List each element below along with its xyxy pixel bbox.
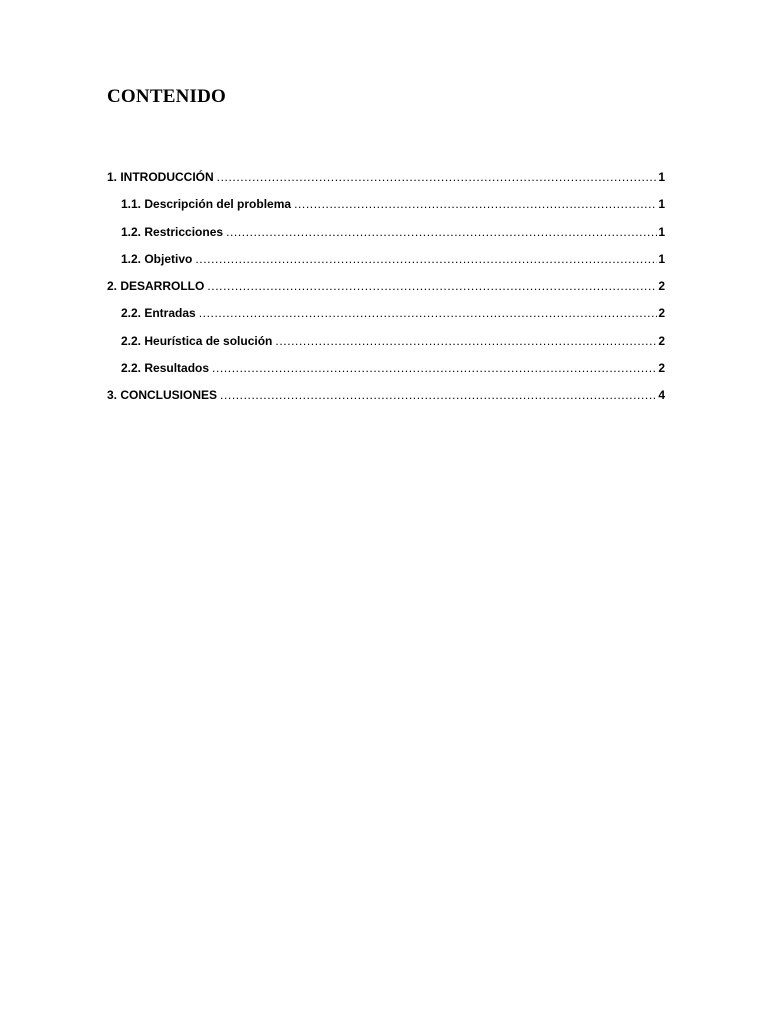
toc-entry-entradas[interactable] (107, 306, 665, 333)
table-of-contents (107, 170, 665, 416)
toc-entry-label: 1.2. Restricciones (121, 224, 224, 239)
toc-page-number: 4 (658, 388, 665, 403)
toc-dot-leader (226, 225, 657, 239)
toc-page-number: 2 (658, 306, 665, 321)
toc-dot-leader (217, 170, 658, 184)
toc-page-number: 2 (658, 361, 665, 376)
toc-dot-leader (207, 279, 657, 293)
toc-page-number: 2 (658, 279, 665, 294)
toc-dot-leader (199, 306, 658, 320)
toc-entry-label: 2.2. Heurística de solución (121, 333, 273, 348)
toc-entry-label: 2.2. Entradas (121, 306, 196, 321)
toc-page-number: 1 (658, 251, 665, 266)
toc-title: CONTENIDO (107, 86, 226, 107)
toc-entry-label: 2. DESARROLLO (107, 279, 205, 294)
toc-dot-leader (212, 361, 657, 375)
toc-entry-restricciones[interactable] (107, 225, 665, 252)
toc-entry-label: 2.2. Resultados (121, 361, 210, 376)
toc-dot-leader (220, 388, 657, 402)
toc-entry-label: 1. INTRODUCCIÓN (107, 170, 214, 184)
toc-entry-conclusiones[interactable] (107, 388, 665, 415)
toc-entry-label: 1.1. Descripción del problema (121, 197, 292, 212)
toc-entry-objetivo[interactable] (107, 252, 665, 279)
toc-dot-leader (294, 197, 657, 211)
toc-entry-label: 1.2. Objetivo (121, 251, 193, 266)
toc-entry-heuristica-de-solucion[interactable] (107, 334, 665, 361)
toc-entry-descripcion-del-problema[interactable] (107, 197, 665, 224)
toc-entry-desarrollo[interactable] (107, 279, 665, 306)
toc-dot-leader (275, 334, 657, 348)
toc-page-number: 1 (658, 170, 665, 184)
toc-entry-label: 3. CONCLUSIONES (107, 388, 218, 403)
toc-page-number: 1 (658, 224, 665, 239)
toc-page-number: 1 (658, 197, 665, 212)
toc-entry-resultados[interactable] (107, 361, 665, 388)
toc-entry-introduccion[interactable] (107, 170, 665, 197)
toc-dot-leader (195, 252, 657, 266)
toc-page-number: 2 (658, 333, 665, 348)
